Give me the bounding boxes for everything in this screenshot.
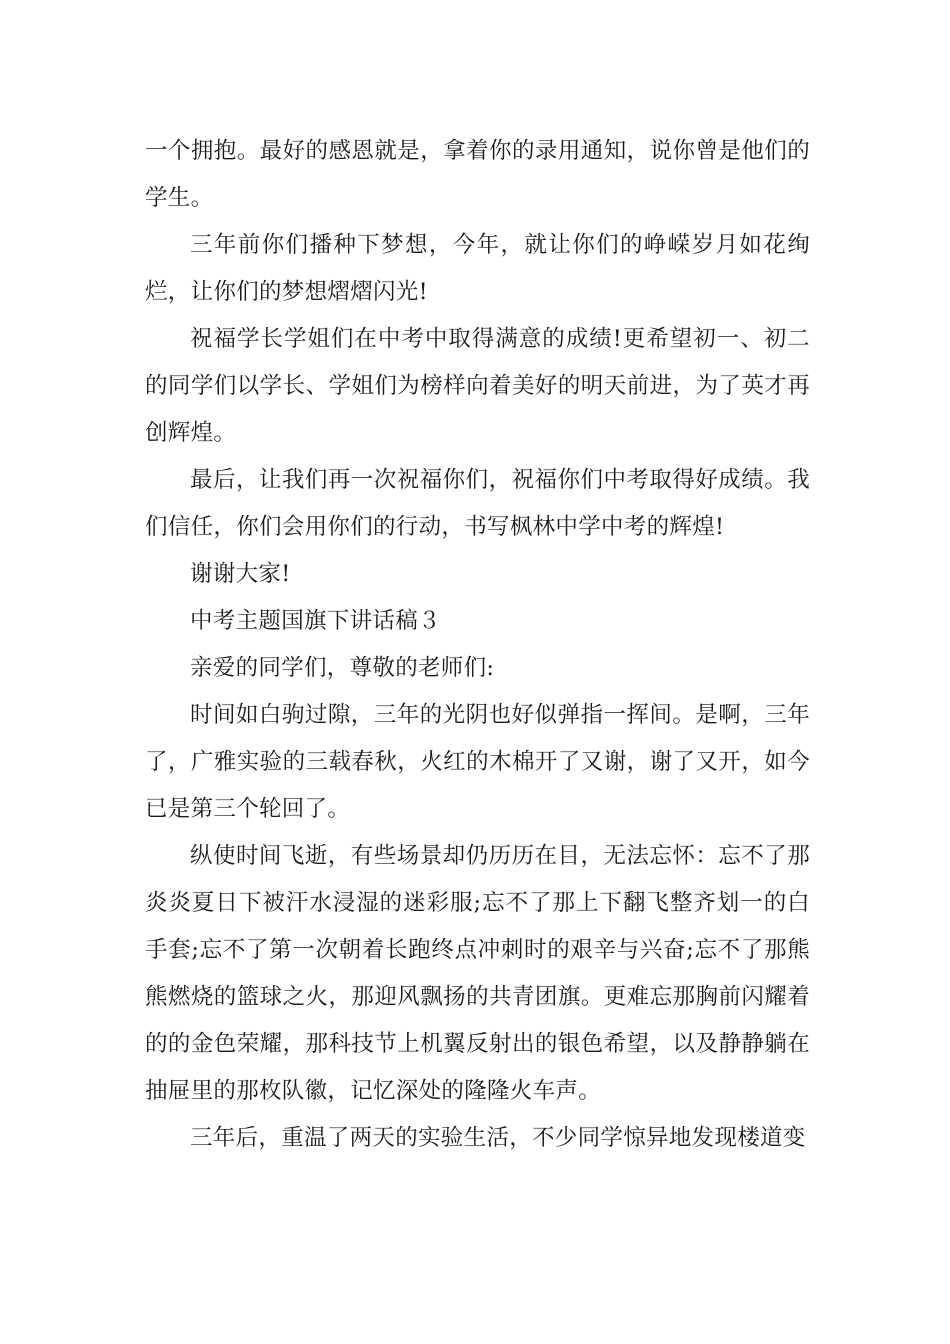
paragraph: 纵使时间飞逝，有些场景却仍历历在目，无法忘怀：忘不了那炎炎夏日下被汗水浸湿的迷彩服;忘不了那上下翻飞整齐划一的白手套;忘不了第一次朝着长跑终点冲刺时的艰辛与兴奋;忘不了那熊熊燃烧的篮球之火，那迎风飘扬的共青团旗。更难忘那胸前闪耀着的的金色荣耀，那科技节上机翼反射出的银色希望，以及静静躺在抽屉里的那枚队徽，记忆深处的隆隆火车声。 — [145, 843, 810, 1104]
paragraph: 三年前你们播种下梦想，今年，就让你们的峥嵘岁月如花绚烂，让你们的梦想熠熠闪光! — [145, 232, 810, 305]
paragraph: 最后，让我们再一次祝福你们，祝福你们中考取得好成绩。我们信任，你们会用你们的行动，书写枫林中学中考的辉煌! — [145, 467, 810, 540]
paragraph: 一个拥抱。最好的感恩就是，拿着你的录用通知，说你曾是他们的学生。 — [145, 138, 810, 211]
salutation: 亲爱的同学们，尊敬的老师们: — [190, 655, 495, 681]
document-body — [145, 128, 810, 1162]
section-heading: 中考主题国旗下讲话稿３ — [190, 608, 441, 634]
paragraph: 三年后，重温了两天的实验生活，不少同学惊异地发现楼道变 — [190, 1125, 806, 1151]
paragraph: 谢谢大家! — [190, 561, 291, 587]
paragraph: 祝福学长学姐们在中考中取得满意的成绩!更希望初一、初二的同学们以学长、学姐们为榜样向着美好的明天前进，为了英才再创辉煌。 — [145, 326, 810, 446]
paragraph: 时间如白驹过隙，三年的光阴也好似弹指一挥间。是啊，三年了，广雅实验的三载春秋，火红的木棉开了又谢，谢了又开，如今已是第三个轮回了。 — [145, 702, 810, 822]
